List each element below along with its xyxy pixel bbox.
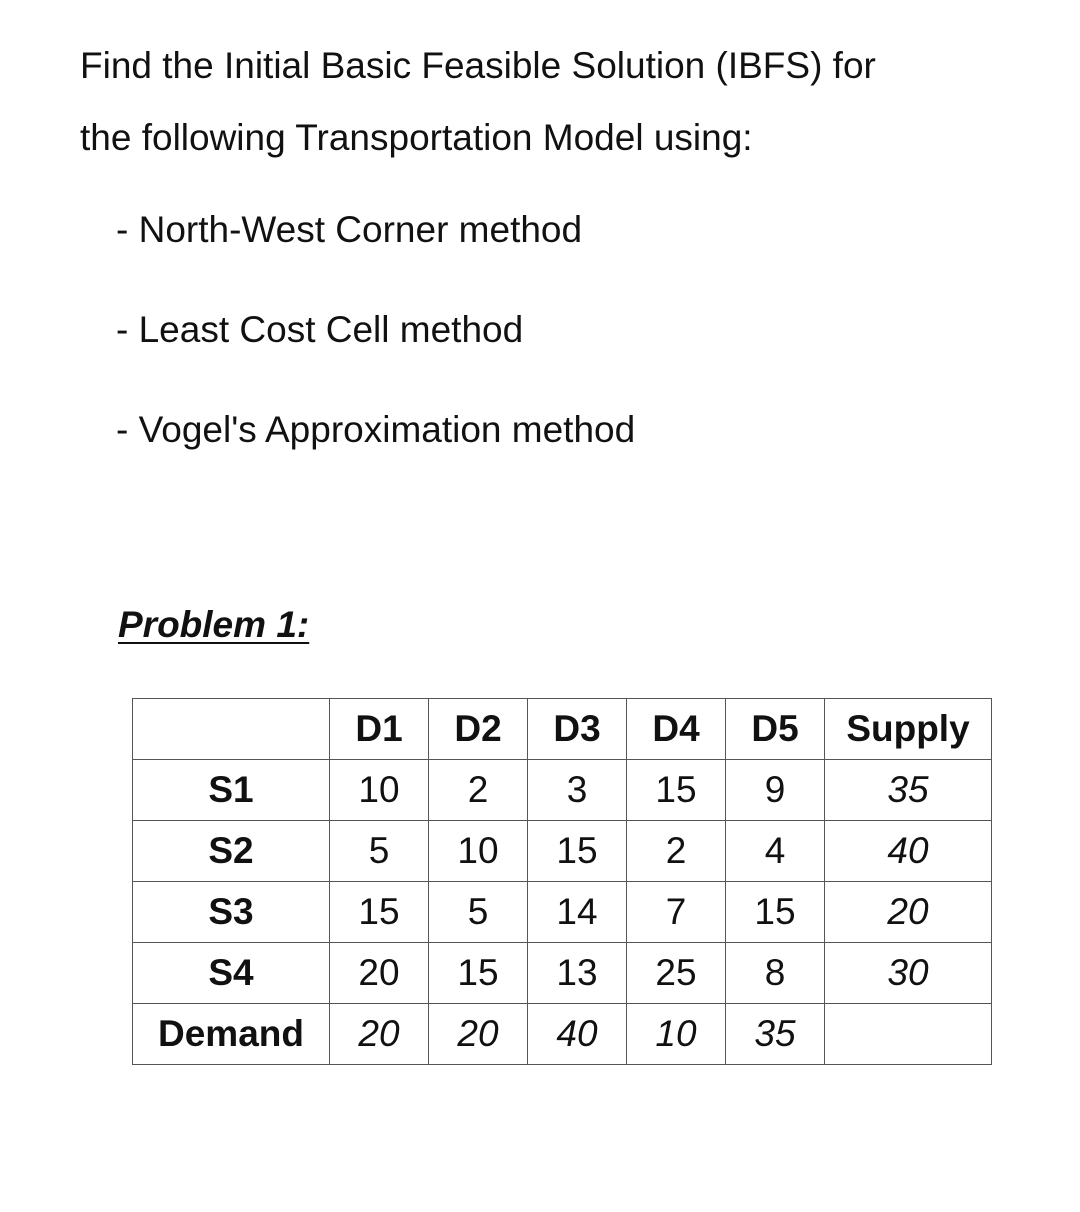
cost-cell: 7 bbox=[627, 882, 726, 943]
problem-title: Problem 1: bbox=[118, 604, 310, 645]
cost-cell: 4 bbox=[726, 821, 825, 882]
cost-cell: 9 bbox=[726, 760, 825, 821]
cost-cell: 20 bbox=[330, 943, 429, 1004]
row-label: S4 bbox=[133, 943, 330, 1004]
table-row-s2 bbox=[133, 821, 992, 882]
demand-cell: 10 bbox=[627, 1004, 726, 1065]
cost-cell: 15 bbox=[726, 882, 825, 943]
cost-cell: 2 bbox=[429, 760, 528, 821]
table-row-s3 bbox=[133, 882, 992, 943]
cost-cell: 15 bbox=[627, 760, 726, 821]
demand-cell: 40 bbox=[528, 1004, 627, 1065]
transportation-table bbox=[132, 698, 992, 1065]
cost-cell: 10 bbox=[330, 760, 429, 821]
supply-cell: 35 bbox=[825, 760, 992, 821]
header-d2: D2 bbox=[429, 699, 528, 760]
cost-cell: 10 bbox=[429, 821, 528, 882]
demand-cell: 20 bbox=[429, 1004, 528, 1065]
table-row-demand bbox=[133, 1004, 992, 1065]
method-item-north-west-corner: - North-West Corner method bbox=[116, 209, 583, 250]
empty-supply-cell bbox=[825, 1004, 992, 1065]
cost-cell: 5 bbox=[429, 882, 528, 943]
cost-cell: 5 bbox=[330, 821, 429, 882]
supply-cell: 40 bbox=[825, 821, 992, 882]
table-row-s1 bbox=[133, 760, 992, 821]
cost-cell: 2 bbox=[627, 821, 726, 882]
header-d5: D5 bbox=[726, 699, 825, 760]
cost-cell: 8 bbox=[726, 943, 825, 1004]
cost-cell: 13 bbox=[528, 943, 627, 1004]
supply-cell: 30 bbox=[825, 943, 992, 1004]
row-label: S3 bbox=[133, 882, 330, 943]
row-label: Demand bbox=[133, 1004, 330, 1065]
supply-cell: 20 bbox=[825, 882, 992, 943]
table-header-row bbox=[133, 699, 992, 760]
methods-list bbox=[116, 200, 635, 500]
cost-cell: 15 bbox=[528, 821, 627, 882]
cost-cell: 14 bbox=[528, 882, 627, 943]
cost-cell: 15 bbox=[330, 882, 429, 943]
header-supply: Supply bbox=[825, 699, 992, 760]
table-corner-cell bbox=[133, 699, 330, 760]
demand-cell: 35 bbox=[726, 1004, 825, 1065]
instructions-text bbox=[80, 30, 1040, 174]
instructions-line-1: Find the Initial Basic Feasible Solution (IBFS) for bbox=[80, 45, 876, 86]
table-row-s4 bbox=[133, 943, 992, 1004]
method-item-vogels-approximation: - Vogel's Approximation method bbox=[116, 409, 636, 450]
header-d4: D4 bbox=[627, 699, 726, 760]
instructions-line-2: the following Transportation Model using: bbox=[80, 117, 753, 158]
cost-cell: 25 bbox=[627, 943, 726, 1004]
cost-cell: 3 bbox=[528, 760, 627, 821]
demand-cell: 20 bbox=[330, 1004, 429, 1065]
row-label: S2 bbox=[133, 821, 330, 882]
cost-cell: 15 bbox=[429, 943, 528, 1004]
header-d1: D1 bbox=[330, 699, 429, 760]
header-d3: D3 bbox=[528, 699, 627, 760]
method-item-least-cost-cell: - Least Cost Cell method bbox=[116, 309, 524, 350]
row-label: S1 bbox=[133, 760, 330, 821]
